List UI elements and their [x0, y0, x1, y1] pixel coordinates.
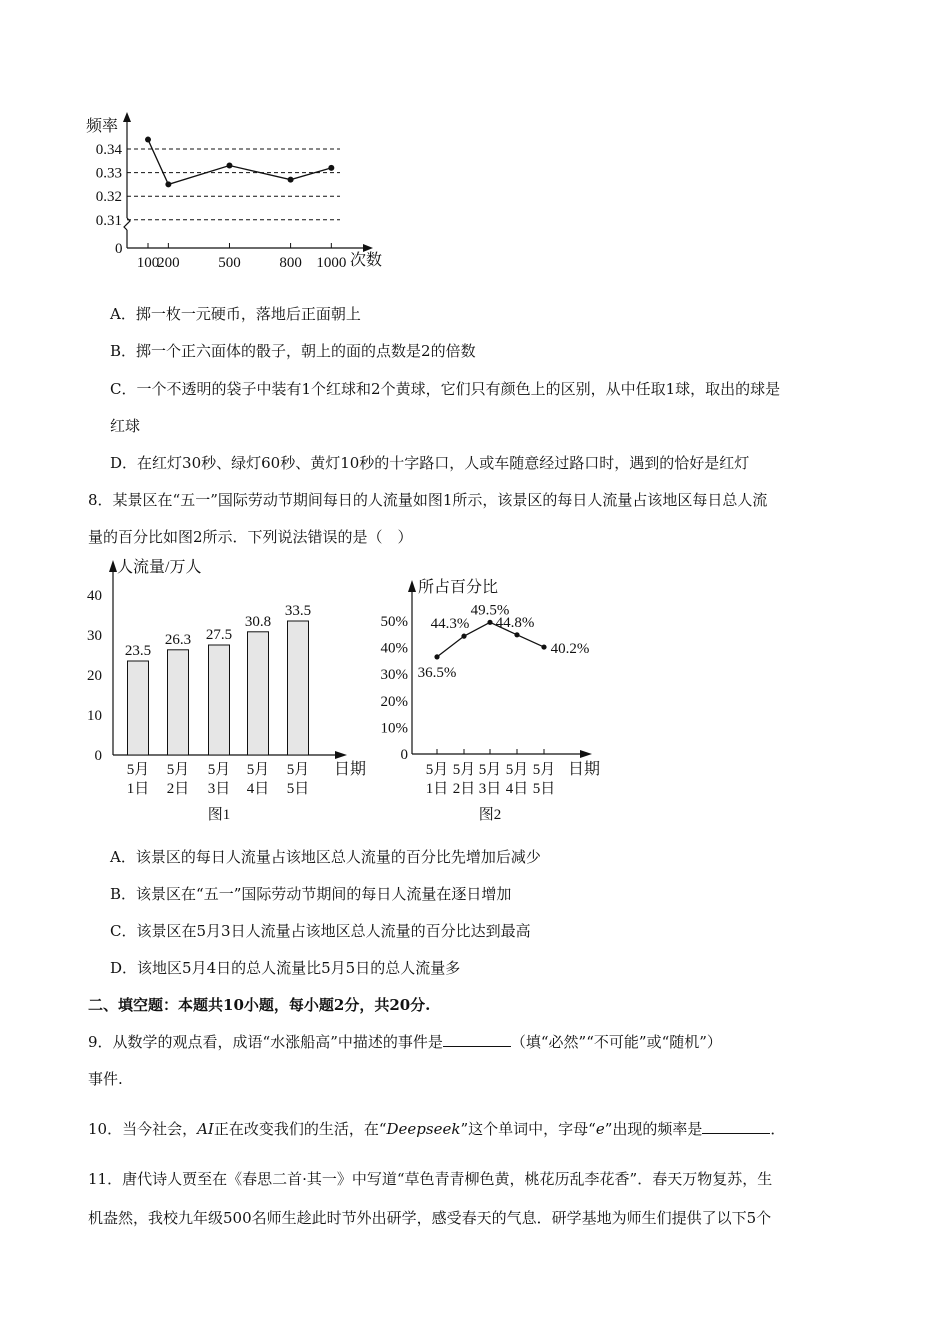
data-label: 49.5% [470, 602, 510, 619]
y-tick-label: 10% [380, 720, 408, 737]
data-label: 23.5 [124, 643, 152, 659]
q10-ai: AI [197, 1120, 214, 1138]
data-point [328, 165, 334, 171]
q9-answer-blank[interactable] [443, 1032, 511, 1047]
y-tick-label: 30% [380, 667, 408, 684]
data-label: 36.5% [417, 664, 457, 681]
y-tick-label: 0.31 [95, 212, 122, 229]
q10-text-end: ． [770, 1120, 786, 1138]
chart-caption: 图2 [478, 807, 502, 823]
bar [209, 645, 230, 755]
x-tick-label: 5日 [532, 781, 556, 797]
q10-line [88, 1118, 785, 1140]
y-axis-arrow [123, 112, 131, 122]
q8-stem-line1: 8．某景区在“五一”国际劳动节期间每日的人流量如图1所示，该景区的每日人流量占该地区每日总人流 [88, 491, 768, 509]
x-tick-label: 5月 [246, 762, 270, 778]
x-axis-label: 次数 [350, 252, 383, 269]
data-label: 40.2% [550, 641, 590, 658]
q10-text-mid: 正在改变我们的生活，在“ [213, 1120, 387, 1138]
q11-line1: 11．唐代诗人贾至在《春思二首·其一》中写道“草色青青柳色黄，桃花历乱李花香”．春天万物复苏，生 [88, 1170, 773, 1188]
x-tick-label: 3日 [207, 781, 231, 797]
series-line [148, 140, 331, 185]
data-label: 30.8 [244, 613, 272, 630]
x-tick-label: 2日 [452, 781, 476, 797]
q11-line2: 机盎然，我校九年级500名师生趁此时节外出研学，感受春天的气息．研学基地为师生们提供了以下5个 [88, 1209, 772, 1227]
q7-option-c: C．一个不透明的袋子中装有1个红球和2个黄球，它们只有颜色上的区别，从中任取1球，取出的球是 [110, 380, 781, 398]
x-tick-label: 5月 [207, 762, 231, 778]
q7-option-b: B．掷一个正六面体的骰子，朝上的面的点数是2的倍数 [110, 342, 476, 360]
y-tick-label: 0.34 [95, 142, 122, 158]
chart-caption: 图1 [207, 807, 231, 823]
x-tick-label: 5月 [166, 762, 190, 778]
y-tick-label: 10 [87, 708, 102, 724]
y-axis-arrow [408, 580, 416, 592]
x-tick-label: 800 [279, 255, 302, 271]
q7-option-a: A．掷一枚一元硬币，落地后正面朝上 [110, 305, 361, 323]
x-tick-label: 1日 [425, 781, 449, 797]
data-point [514, 632, 519, 637]
visitor-bar-chart [80, 552, 370, 827]
x-axis-label: 日期 [568, 761, 601, 778]
q8-option-b: B．该景区在“五一”国际劳动节期间的每日人流量在逐日增加 [110, 885, 512, 903]
q10-text-post: ”出现的频率是 [604, 1120, 703, 1138]
q7-option-d: D．在红灯30秒、绿灯60秒、黄灯10秒的十字路口，人或车随意经过路口时，遇到的恰好是红灯 [110, 454, 750, 472]
x-tick-label: 5月 [532, 762, 556, 778]
y-tick-label: 20% [380, 693, 408, 710]
q10-text-pre: 10．当今社会， [88, 1120, 198, 1138]
x-axis-arrow [363, 244, 373, 252]
q8-option-c: C．该景区在5月3日人流量占该地区总人流量的百分比达到最高 [110, 922, 531, 940]
data-point [288, 177, 294, 183]
x-tick-label: 1000 [316, 255, 347, 271]
data-point [145, 137, 151, 143]
data-point [487, 620, 492, 625]
x-tick-label: 5月 [478, 762, 502, 778]
x-tick-label: 5日 [286, 781, 310, 797]
x-tick-label: 3日 [478, 781, 502, 797]
data-label: 44.3% [430, 616, 470, 633]
x-tick-label: 5月 [425, 762, 449, 778]
y-tick-label: 0.32 [95, 189, 122, 206]
x-tick-label: 500 [218, 255, 241, 271]
q8-option-a: A．该景区的每日人流量占该地区总人流量的百分比先增加后减少 [110, 848, 541, 866]
x-axis-arrow [335, 751, 347, 759]
y-axis-label: 所占百分比 [418, 579, 499, 596]
y-tick-label: 30 [87, 628, 102, 644]
data-point [165, 181, 171, 187]
x-tick-label: 5月 [126, 762, 150, 778]
q10-word: Deepseek [386, 1120, 461, 1138]
bar [248, 632, 269, 755]
data-point [434, 654, 439, 659]
q7-option-c-cont: 红球 [110, 417, 141, 435]
data-label: 44.8% [495, 614, 535, 631]
y-tick-label: 40 [87, 588, 102, 604]
y-axis-label: 频率 [86, 118, 119, 135]
bar [168, 650, 189, 755]
y-axis-arrow [109, 560, 117, 572]
bar [128, 661, 149, 755]
x-tick-label: 100 [136, 255, 160, 271]
y-axis-label: 人流量/万人 [117, 559, 202, 576]
q10-letter: e [595, 1120, 605, 1138]
data-label: 27.5 [205, 627, 233, 643]
q8-stem-line2: 量的百分比如图2所示．下列说法错误的是（ ） [88, 528, 413, 546]
x-tick-label: 4日 [246, 781, 270, 797]
x-tick-label: 1日 [126, 781, 150, 797]
y-tick-label: 40% [380, 640, 408, 657]
y-tick-label-zero: 0 [115, 241, 123, 257]
y-tick-label: 50% [380, 614, 408, 630]
y-tick-label: 0.33 [95, 165, 122, 182]
y-tick-label: 20 [87, 668, 102, 684]
x-axis-arrow [580, 750, 592, 758]
x-axis-label: 日期 [334, 761, 367, 778]
x-tick-label: 2日 [166, 781, 190, 797]
data-point [541, 644, 546, 649]
q8-option-d: D．该地区5月4日的总人流量比5月5日的总人流量多 [110, 959, 461, 977]
section-heading: 二、填空题：本题共10小题，每小题2分，共20分. [88, 996, 431, 1014]
q9-line1 [88, 1031, 722, 1053]
data-label: 26.3 [164, 631, 192, 648]
q10-text-mid2: ”这个单词中，字母“ [460, 1120, 596, 1138]
q10-answer-blank[interactable] [702, 1119, 770, 1134]
x-tick-label: 5月 [286, 762, 310, 778]
bar [288, 621, 309, 755]
q9-line2: 事件. [88, 1070, 123, 1088]
y-tick-label: 0 [94, 748, 102, 764]
y-tick-label: 0 [400, 747, 408, 763]
x-tick-label: 5月 [505, 762, 529, 778]
percentage-line-chart [370, 572, 615, 827]
data-point [226, 163, 232, 169]
q9-text-pre: 9．从数学的观点看，成语“水涨船高”中描述的事件是 [88, 1033, 443, 1051]
x-tick-label: 200 [157, 255, 180, 271]
data-point [461, 634, 466, 639]
data-label: 33.5 [284, 603, 312, 619]
q9-text-post: （填“必然”“不可能”或“随机”） [510, 1033, 722, 1051]
x-tick-label: 4日 [505, 781, 529, 797]
frequency-line-chart [80, 108, 400, 273]
x-tick-label: 5月 [452, 762, 476, 778]
